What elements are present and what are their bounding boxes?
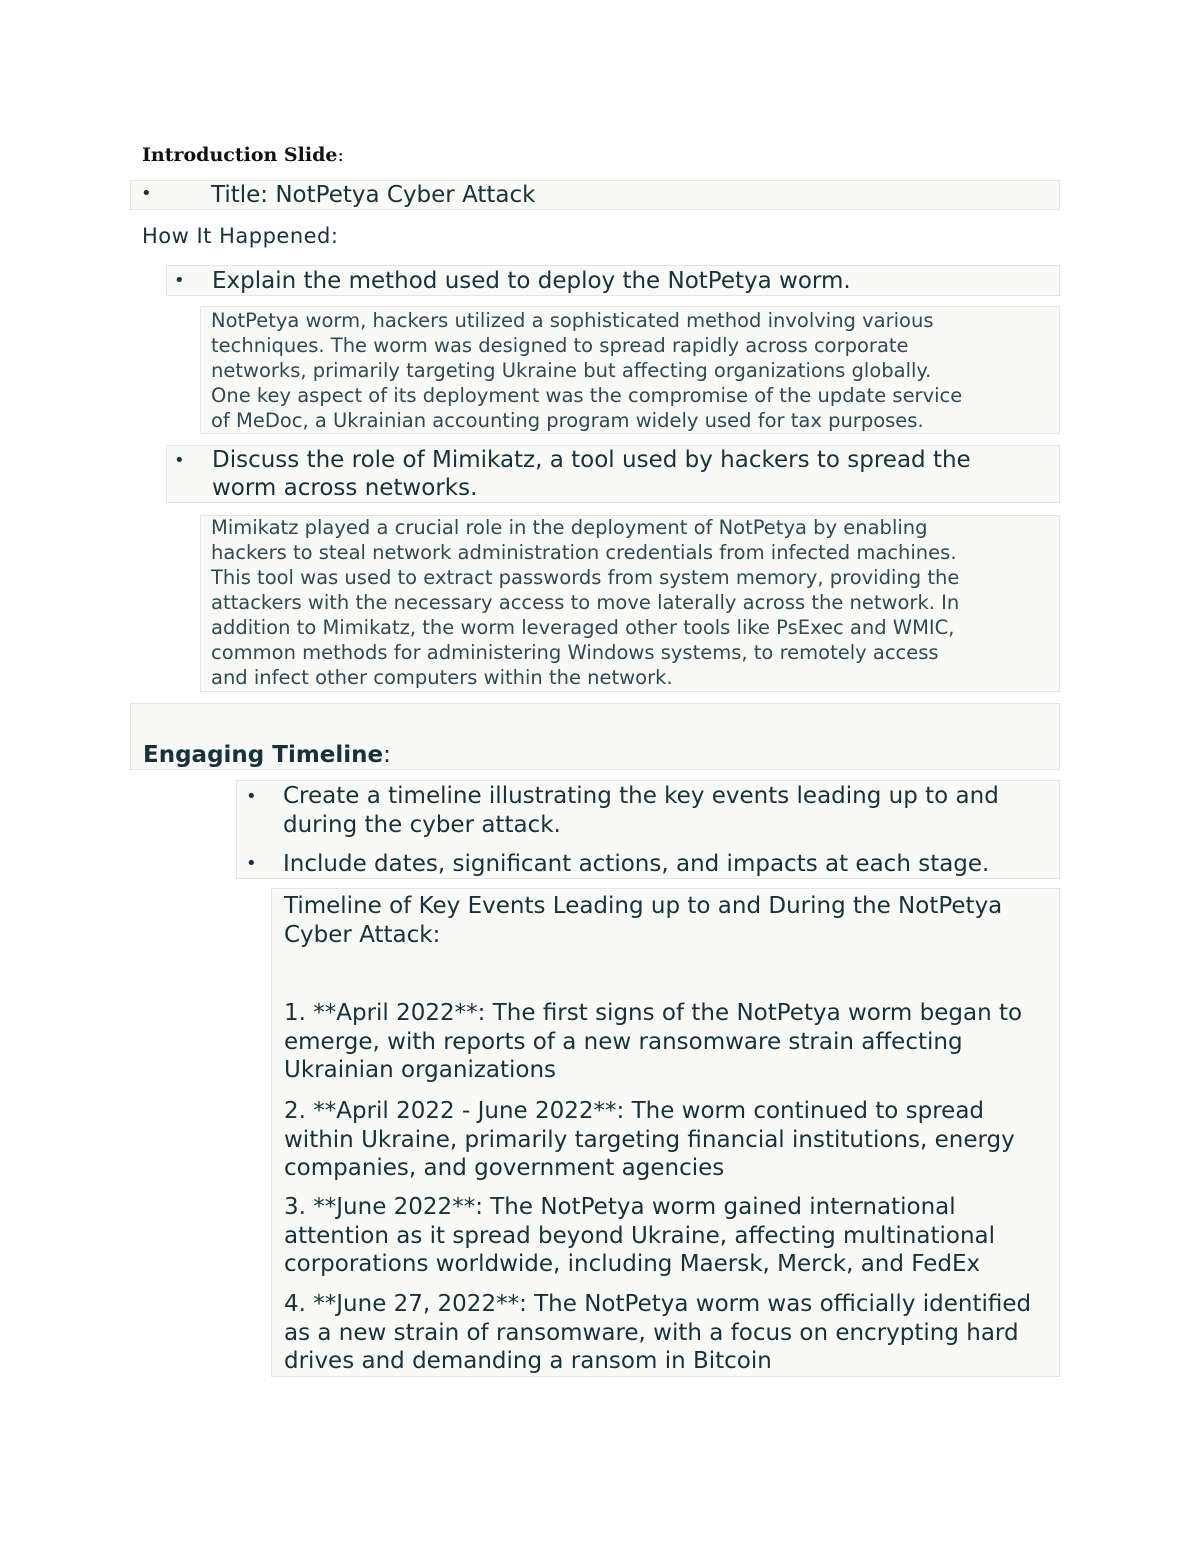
how-para2: Mimikatz played a crucial role in the deployment of NotPetya by enabling hackers to steal network administration credentials from infected machines. This tool was used to extract passwords from system memory, providing the attackers with the necessary access to move laterally across the network. In addition to Mimikatz, the worm leveraged other tools like PsExec and WMIC, common methods for administering Windows systems, to remotely access and infect other computers within the network. (211, 516, 960, 689)
how-heading: How It Happened: (142, 224, 339, 248)
how-bullet1: Explain the method used to deploy the NotPetya worm. (212, 268, 851, 294)
bullet-icon: • (174, 450, 185, 471)
timeline-heading-colon: : (383, 742, 391, 768)
timeline-event: 4. **June 27, 2022**: The NotPetya worm was officially identified as a new strain of ransomware, with a focus on encrypting hard drives and demanding a ransom in Bitcoin (284, 1291, 1032, 1374)
bullet-icon: • (141, 183, 152, 204)
timeline-event: 1. **April 2022**: The first signs of the NotPetya worm began to emerge, with reports of a new ransomware strain affecting Ukrainian organizations (284, 1000, 1023, 1083)
how-para1: NotPetya worm, hackers utilized a sophisticated method involving various techniques. The worm was designed to spread rapidly across corporate networks, primarily targeting Ukraine but affecting organizations globally. One key aspect of its deployment was the compromise of the update service of MeDoc, a Ukrainian accounting program widely used for tax purposes. (211, 309, 963, 432)
timeline-bullet2: Include dates, significant actions, and impacts at each stage. (283, 851, 990, 877)
timeline-heading-text: Engaging Timeline (143, 742, 384, 768)
bullet-icon: • (246, 786, 257, 807)
intro-heading (142, 144, 344, 166)
timeline-event: 3. **June 2022**: The NotPetya worm gained international attention as it spread beyond Ukraine, affecting multinational corporations worldwide, including Maersk, Merck, and FedEx (284, 1194, 996, 1277)
intro-heading-text: Introduction Slide (142, 144, 338, 166)
bullet-icon: • (246, 853, 257, 874)
timeline-heading (143, 740, 391, 770)
intro-heading-colon: : (337, 144, 344, 166)
timeline-event: 2. **April 2022 - June 2022**: The worm continued to spread within Ukraine, primarily targeting financial institutions, energy companies, and government agencies (284, 1098, 1015, 1181)
bullet-icon: • (174, 270, 185, 291)
timeline-intro: Timeline of Key Events Leading up to and During the NotPetya Cyber Attack: (284, 893, 1003, 948)
title-item: Title: NotPetya Cyber Attack (211, 182, 536, 208)
how-bullet2: Discuss the role of Mimikatz, a tool used by hackers to spread the worm across networks. (212, 447, 971, 501)
timeline-bullet1: Create a timeline illustrating the key events leading up to and during the cyber attack. (283, 783, 999, 838)
